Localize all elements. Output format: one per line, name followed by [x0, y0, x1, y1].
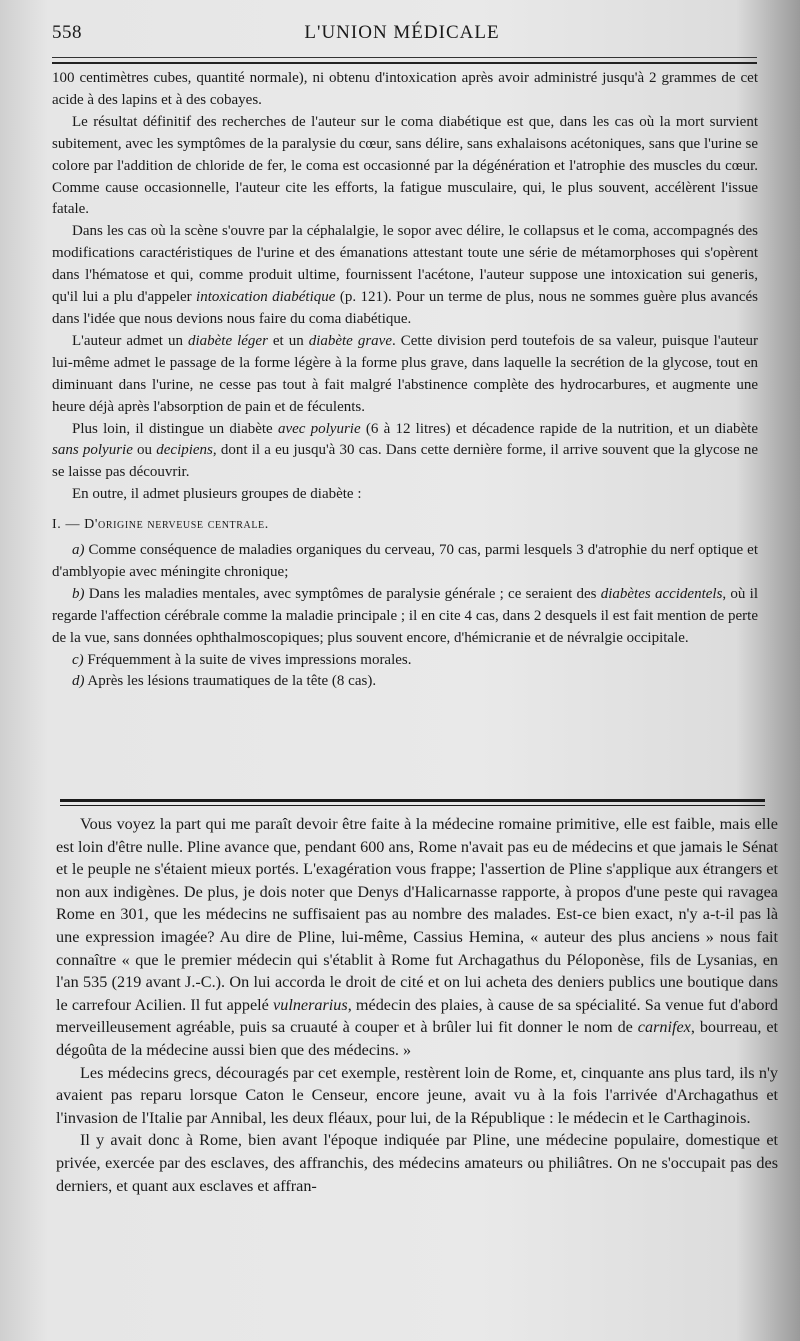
- text-run: , dont il a eu jusqu'à 30 cas. Dans cette dernière forme, il arrive souvent que la glycose ne se laisse pas découvrir.: [52, 442, 758, 481]
- list-item: [52, 540, 758, 584]
- text-run: , où il regarde l'affection cérébrale comme la maladie principale ; il en cite 4 cas, dans 2 desquels il est fait mention de perte de la vue, sans données ophthalmoscopiques; plus souvent encore, d'hémicranie et de névralgie occipitale.: [52, 585, 758, 646]
- feuilleton-rule-thick: [60, 799, 765, 802]
- body-paragraph: [56, 813, 778, 1062]
- text-run: (6 à 12 litres) et décadence rapide de la nutrition, et un diabète: [360, 420, 758, 437]
- italic-run: sans polyurie: [52, 442, 133, 459]
- item-label: d): [72, 673, 85, 690]
- text-run: , bourreau, et dégoûta de la médecine aussi bien que des médecins. »: [56, 1018, 779, 1059]
- text-run: Après les lésions traumatiques de la tête (8 cas).: [84, 673, 377, 690]
- feuilleton-column: [56, 813, 778, 1197]
- feuilleton-rule-thin: [60, 805, 765, 806]
- page-number: 558: [52, 22, 82, 43]
- text-run: Dans les cas où la scène s'ouvre par la céphalalgie, le sopor avec délire, le collapsus et le coma, accompagnés des modifications caractéristiques de l'urine et des émanations attestant toute une série de métamorphoses qui s'opèrent dans l'hématose et qui, comme produit ultime, fournissent l'acétone, l'auteur suppose une intoxication sui generis, qu'il lui a plu d'appeler: [52, 223, 758, 306]
- item-label: b): [72, 585, 85, 602]
- text-run: ou: [132, 442, 157, 459]
- text-run: Plus loin, il distingue un diabète: [72, 420, 278, 437]
- italic-run: decipiens: [156, 442, 213, 459]
- note-paragraph: En outre, il admet plusieurs groupes de diabète :: [72, 486, 362, 503]
- text-run: , médecin des plaies, à cause de sa spécialité. Sa venue fut d'abord merveilleusement agréable, puis sa cruauté à couper et à brûler lui fit donner le nom de: [56, 995, 778, 1037]
- text-run: . Cette division perd toutefois de sa valeur, puisque l'auteur lui-même admet le passage de la forme légère à la forme plus grave, dans laquelle la secrétion de la glycose, tout en diminuant dans l'urine, ne cesse pas tout à fait malgré l'abstinence complète des hydrocarbures, et augmente une heure déjà après l'absorption de pain et de féculents.: [52, 332, 759, 415]
- item-label: c): [72, 651, 84, 668]
- running-header: [52, 22, 752, 52]
- review-column: [52, 68, 758, 693]
- list-item: [52, 671, 758, 693]
- text-run: L'auteur admet un: [72, 332, 188, 349]
- text-run: Dans les maladies mentales, avec symptômes de paralysie générale ; ce seraient des: [84, 585, 601, 602]
- italic-run: diabète léger: [187, 332, 268, 349]
- italic-run: carnifex: [637, 1018, 691, 1037]
- note-paragraph: [52, 221, 758, 331]
- note-paragraph: [52, 419, 758, 485]
- italic-run: intoxication diabétique: [196, 289, 336, 306]
- section-number: I. —: [52, 517, 85, 533]
- body-paragraph: Il y avait donc à Rome, bien avant l'époque indiquée par Pline, une médecine populaire, domestique et privée, exercée par des esclaves, des affranchis, des médecins amateurs ou philiâtres. On ne s'occupait pas des derniers, et quant aux esclaves et affran-: [56, 1131, 778, 1195]
- header-rule: [52, 57, 757, 58]
- text-run: Fréquemment à la suite de vives impressions morales.: [83, 651, 412, 668]
- text-run: et un: [267, 332, 309, 349]
- note-paragraph: Le résultat définitif des recherches de l'auteur sur le coma diabétique est que, dans les cas où la mort survient subitement, avec les symptômes de la paralysie du cœur, sans délire, sans exhalaisons acétoniques, sans que l'urine se colore par l'addition de chloride de fer, le coma est occasionné par la dégénération et l'atrophie des muscles du cœur. Comme cause occasionnelle, l'auteur cite les efforts, la fatigue musculaire, qui, le plus souvent, accélèrent l'issue fatale.: [52, 113, 758, 218]
- italic-run: vulnerarius: [273, 995, 348, 1014]
- italic-run: diabètes accidentels: [600, 585, 723, 602]
- italic-run: avec polyurie: [277, 420, 361, 437]
- body-paragraph: Les médecins grecs, découragés par cet exemple, restèrent loin de Rome, et, cinquante ans plus tard, ils n'y avaient pas reparu lorsque Caton le Censeur, encore jeune, avait vu à la fois l'arrivée d'Archagathus et l'invasion de l'Italie par Annibal, les deux fléaux, pour lui, de la République : le médecin et le Carthaginois.: [56, 1063, 778, 1127]
- list-item: [52, 584, 758, 650]
- header-rule-thick: [52, 62, 757, 64]
- section-heading: [52, 514, 758, 536]
- text-run: Comme conséquence de maladies organiques du cerveau, 70 cas, parmi lesquels 3 d'atrophie du nerf optique et d'amblyopie avec méningite chronique;: [52, 542, 758, 580]
- text-run: (p. 121). Pour un terme de plus, nous ne sommes guère plus avancés dans l'idée que nous devions nous faire du coma diabétique.: [52, 289, 758, 327]
- section-title: D'origine nerveuse centrale.: [84, 517, 269, 533]
- journal-title: L'UNION MÉDICALE: [304, 22, 500, 43]
- list-item: [52, 650, 758, 672]
- item-label: a): [72, 542, 85, 559]
- note-paragraph: 100 centimètres cubes, quantité normale), ni obtenu d'intoxication après avoir administré jusqu'à 2 grammes de cet acide à des lapins et à des cobayes.: [52, 70, 758, 108]
- text-run: Vous voyez la part qui me paraît devoir être faite à la médecine romaine primitive, elle est faible, mais elle est loin d'être nulle. Pline avance que, pendant 600 ans, Rome n'avait pas eu de médecins et que jamais le Sénat et le peuple ne s'étaient mieux portés. L'exagération vous frappe; l'assertion de Pline s'applique aux étrangers et non aux indigènes. De plus, je dois noter que Denys d'Halicarnasse rapporte, à propos d'une peste qui ravagea Rome en 301, que les médecins ne suffisaient pas au nombre des malades. Est-ce bien exact, n'y a-t-il pas là une expression imagée? Au dire de Pline, lui-même, Cassius Hemina, « auteur des plus anciens » nous fait connaître « que le premier médecin qui s'établit à Rome fut Archagathus du Péloponèse, fils de Lysanias, en l'an 535 (219 avant J.-C.). On lui accorda le droit de cité et on lui acheta des deniers publics une boutique dans le carrefour Acilien. Il fut appelé: [56, 815, 778, 1014]
- italic-run: diabète grave: [308, 332, 392, 349]
- note-paragraph: [52, 331, 758, 419]
